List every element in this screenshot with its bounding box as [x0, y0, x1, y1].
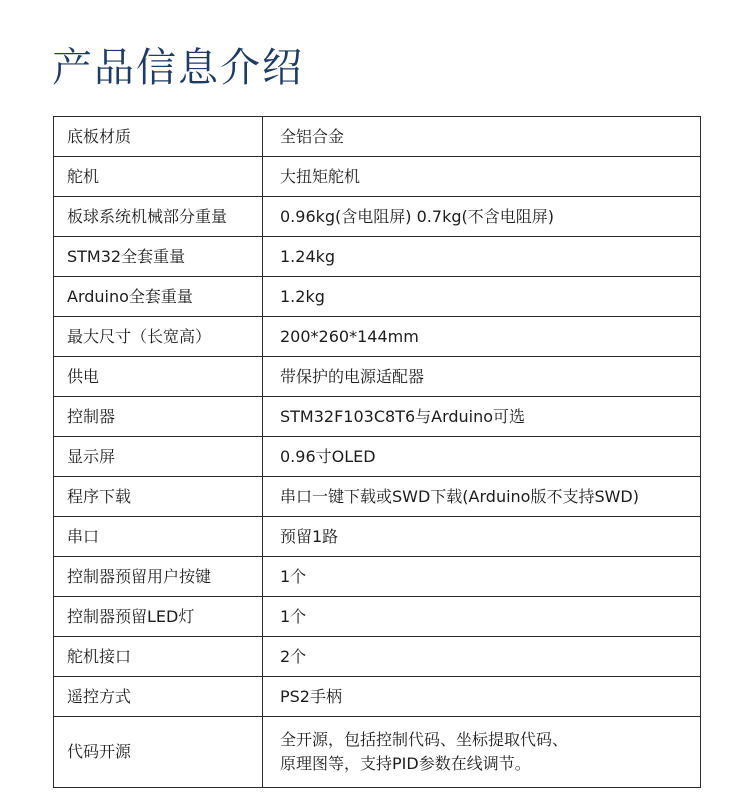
spec-label: 串口 [54, 517, 263, 557]
spec-label: 控制器预留LED灯 [54, 597, 263, 637]
spec-label: 控制器 [54, 397, 263, 437]
spec-value-line: 全开源，包括控制代码、坐标提取代码、 [280, 730, 569, 749]
spec-label: STM32全套重量 [54, 237, 263, 277]
table-row [54, 197, 701, 237]
table-row [54, 277, 701, 317]
spec-label: Arduino全套重量 [54, 277, 263, 317]
table-row [54, 517, 701, 557]
table-row [54, 477, 701, 517]
spec-label: 控制器预留用户按键 [54, 557, 263, 597]
spec-value: 1个 [263, 557, 701, 597]
table-row [54, 557, 701, 597]
spec-label: 显示屏 [54, 437, 263, 477]
table-row [54, 597, 701, 637]
spec-label: 舵机接口 [54, 637, 263, 677]
table-row [54, 717, 701, 788]
spec-value: 1个 [263, 597, 701, 637]
spec-value: PS2手柄 [263, 677, 701, 717]
spec-value: 2个 [263, 637, 701, 677]
spec-value: STM32F103C8T6与Arduino可选 [263, 397, 701, 437]
spec-value: 串口一键下载或SWD下载(Arduino版不支持SWD) [263, 477, 701, 517]
spec-label: 舵机 [54, 157, 263, 197]
spec-label: 板球系统机械部分重量 [54, 197, 263, 237]
spec-table [53, 116, 701, 788]
spec-value: 带保护的电源适配器 [263, 357, 701, 397]
table-row [54, 437, 701, 477]
spec-label: 遥控方式 [54, 677, 263, 717]
spec-value: 大扭矩舵机 [263, 157, 701, 197]
page-title: 产品信息介绍 [52, 45, 304, 91]
spec-value: 预留1路 [263, 517, 701, 557]
spec-value-line: 原理图等，支持PID参数在线调节。 [280, 754, 531, 773]
table-row [54, 117, 701, 157]
spec-value: 全铝合金 [263, 117, 701, 157]
spec-value: 1.24kg [263, 237, 701, 277]
table-row [54, 157, 701, 197]
table-row [54, 397, 701, 437]
table-row [54, 357, 701, 397]
spec-label: 底板材质 [54, 117, 263, 157]
table-row [54, 637, 701, 677]
spec-label: 程序下载 [54, 477, 263, 517]
table-row [54, 237, 701, 277]
table-row [54, 677, 701, 717]
spec-label: 代码开源 [54, 717, 263, 788]
spec-value: 1.2kg [263, 277, 701, 317]
spec-label: 供电 [54, 357, 263, 397]
spec-value: 0.96寸OLED [263, 437, 701, 477]
table-row [54, 317, 701, 357]
spec-label: 最大尺寸（长宽高） [54, 317, 263, 357]
spec-value: 200*260*144mm [263, 317, 701, 357]
spec-value [263, 717, 701, 788]
spec-value: 0.96kg(含电阻屏) 0.7kg(不含电阻屏) [263, 197, 701, 237]
